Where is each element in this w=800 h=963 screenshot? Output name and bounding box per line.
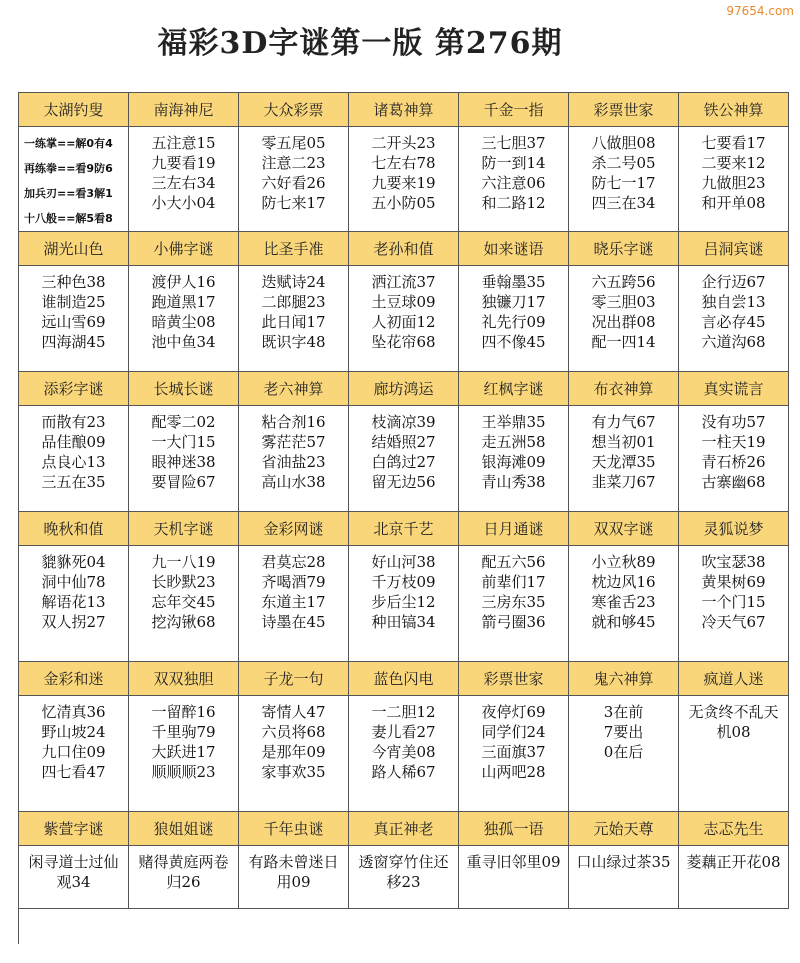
column-header: 布衣神算 xyxy=(569,372,679,406)
prediction-line: 家事欢35 xyxy=(261,763,326,781)
column-header: 疯道人迷 xyxy=(679,662,789,696)
prediction-line: 忆清真36 xyxy=(41,703,106,721)
prediction-line: 结婚照27 xyxy=(371,433,436,451)
prediction-cell xyxy=(679,406,789,512)
prediction-line: 省油盐23 xyxy=(261,453,326,471)
column-header: 元始天尊 xyxy=(569,812,679,846)
prediction-line: 忘年交45 xyxy=(151,593,216,611)
prediction-line: 三左右34 xyxy=(151,174,216,192)
column-header: 太湖钓叟 xyxy=(19,93,129,127)
prediction-line: 礼先行09 xyxy=(481,313,546,331)
prediction-line: 言必存45 xyxy=(701,313,766,331)
prediction-line: 长眇默23 xyxy=(151,573,216,591)
prediction-cell xyxy=(679,696,789,812)
column-header: 添彩字谜 xyxy=(19,372,129,406)
prediction-line: 菱藕正开花08 xyxy=(686,853,781,871)
column-header: 灵狐说梦 xyxy=(679,512,789,546)
prediction-cell xyxy=(459,127,569,232)
column-header: 千年虫谜 xyxy=(239,812,349,846)
prediction-line: 王举鼎35 xyxy=(481,413,546,431)
prediction-cell xyxy=(129,406,239,512)
prediction-line: 冷天气67 xyxy=(701,613,766,631)
prediction-line: 高山水38 xyxy=(261,473,326,491)
prediction-line: 人初面12 xyxy=(371,313,436,331)
column-header: 小佛字谜 xyxy=(129,232,239,266)
prediction-line: 用09 xyxy=(276,873,311,891)
column-header: 真正神老 xyxy=(349,812,459,846)
prediction-line: 四海湖45 xyxy=(41,333,106,351)
prediction-line: 九一八19 xyxy=(151,553,216,571)
prediction-cell xyxy=(19,546,129,662)
prediction-line: 洒江流37 xyxy=(371,273,436,291)
prediction-cell xyxy=(349,127,459,232)
prediction-line: 土豆球09 xyxy=(371,293,436,311)
prediction-cell xyxy=(19,406,129,512)
prediction-line: 远山雪69 xyxy=(41,313,106,331)
prediction-line: 走五洲58 xyxy=(481,433,546,451)
prediction-line: 三房东35 xyxy=(481,593,546,611)
column-header: 红枫字谜 xyxy=(459,372,569,406)
prediction-line: 迭赋诗24 xyxy=(261,273,326,291)
column-header: 独孤一语 xyxy=(459,812,569,846)
prediction-line: 粘合剂16 xyxy=(261,413,326,431)
prediction-line: 寄情人47 xyxy=(261,703,326,721)
riddle-board xyxy=(18,92,789,944)
prediction-line: 防一到14 xyxy=(481,154,546,172)
prediction-line: 十八般==解5看8 xyxy=(24,212,113,225)
prediction-line: 妻儿看27 xyxy=(371,723,436,741)
prediction-line: 五注意15 xyxy=(151,134,216,152)
prediction-line: 零五尾05 xyxy=(261,134,326,152)
prediction-line: 透窗穿竹住还 xyxy=(358,853,449,871)
prediction-line: 眼神迷38 xyxy=(151,453,216,471)
prediction-line: 四七看47 xyxy=(41,763,106,781)
prediction-cell xyxy=(459,696,569,812)
page-title: 福彩3D字谜第一版 第276期 xyxy=(157,26,563,61)
prediction-cell xyxy=(349,846,459,909)
prediction-line: 零三胆03 xyxy=(591,293,656,311)
prediction-line: 五小防05 xyxy=(371,194,436,212)
prediction-cell xyxy=(349,546,459,662)
prediction-line: 独自尝13 xyxy=(701,293,766,311)
column-header: 比圣手准 xyxy=(239,232,349,266)
column-header: 诸葛神算 xyxy=(349,93,459,127)
prediction-cell xyxy=(129,546,239,662)
prediction-line: 一大门15 xyxy=(151,433,216,451)
prediction-line: 貔貅死04 xyxy=(41,553,106,571)
prediction-line: 枕边风16 xyxy=(591,573,656,591)
prediction-cell xyxy=(19,266,129,372)
prediction-line: 三种色38 xyxy=(41,273,106,291)
prediction-line: 双人拐27 xyxy=(41,613,106,631)
column-header: 晓乐字谜 xyxy=(569,232,679,266)
prediction-line: 三五在35 xyxy=(41,473,106,491)
prediction-cell xyxy=(569,406,679,512)
prediction-cell xyxy=(679,546,789,662)
prediction-line: 归26 xyxy=(166,873,201,891)
column-header: 大众彩票 xyxy=(239,93,349,127)
prediction-line: 解语花13 xyxy=(41,593,106,611)
prediction-cell xyxy=(459,546,569,662)
prediction-line: 此日闻17 xyxy=(261,313,326,331)
prediction-line: 加兵刃==看3解1 xyxy=(24,187,113,200)
prediction-line: 而散有23 xyxy=(41,413,106,431)
column-header: 南海神尼 xyxy=(129,93,239,127)
prediction-line: 雾茫茫57 xyxy=(261,433,326,451)
prediction-cell xyxy=(569,546,679,662)
column-header: 日月通谜 xyxy=(459,512,569,546)
prediction-line: 留无边56 xyxy=(371,473,436,491)
prediction-cell xyxy=(349,266,459,372)
prediction-cell xyxy=(569,266,679,372)
prediction-line: 是那年09 xyxy=(261,743,326,761)
prediction-line: 六注意06 xyxy=(481,174,546,192)
prediction-line: 既识字48 xyxy=(261,333,326,351)
prediction-line: 二开头23 xyxy=(371,134,436,152)
column-header: 老六神算 xyxy=(239,372,349,406)
prediction-line: 小大小04 xyxy=(151,194,216,212)
prediction-cell xyxy=(569,696,679,812)
prediction-cell xyxy=(239,846,349,909)
column-header: 千金一指 xyxy=(459,93,569,127)
prediction-line: 点良心13 xyxy=(41,453,106,471)
prediction-line: 一个门15 xyxy=(701,593,766,611)
prediction-cell xyxy=(239,266,349,372)
prediction-line: 今宵美08 xyxy=(371,743,436,761)
prediction-line: 前辈们17 xyxy=(481,573,546,591)
prediction-line: 有力气67 xyxy=(591,413,656,431)
column-header: 金彩和迷 xyxy=(19,662,129,696)
prediction-line: 诗墨在45 xyxy=(261,613,326,631)
prediction-line: 谁制造25 xyxy=(41,293,106,311)
column-header: 吕洞宾谜 xyxy=(679,232,789,266)
prediction-line: 一二胆12 xyxy=(371,703,436,721)
prediction-line: 一留醉16 xyxy=(151,703,216,721)
prediction-line: 三面旗37 xyxy=(481,743,546,761)
prediction-line: 和开单08 xyxy=(701,194,766,212)
column-header: 天机字谜 xyxy=(129,512,239,546)
prediction-line: 三七胆37 xyxy=(481,134,546,152)
prediction-line: 箭弓圈36 xyxy=(481,613,546,631)
prediction-line: 重寻旧邻里09 xyxy=(466,853,561,871)
prediction-line: 垂翰墨35 xyxy=(481,273,546,291)
prediction-cell xyxy=(129,127,239,232)
prediction-line: 再练拳==看9防6 xyxy=(24,162,113,175)
prediction-cell xyxy=(459,266,569,372)
prediction-line: 千万枝09 xyxy=(371,573,436,591)
prediction-line: 黄果树69 xyxy=(701,573,766,591)
watermark: 97654.com xyxy=(726,4,794,18)
column-header: 真实谎言 xyxy=(679,372,789,406)
prediction-line: 配五六56 xyxy=(481,553,546,571)
prediction-line: 好山河38 xyxy=(371,553,436,571)
prediction-line: 有路未曾迷日 xyxy=(248,853,339,871)
prediction-cell xyxy=(569,127,679,232)
column-header: 子龙一句 xyxy=(239,662,349,696)
prediction-line: 防七一17 xyxy=(591,174,656,192)
prediction-cell xyxy=(679,127,789,232)
prediction-line: 八做胆08 xyxy=(591,134,656,152)
prediction-line: 银海滩09 xyxy=(481,453,546,471)
prediction-line: 机08 xyxy=(716,723,751,741)
prediction-line: 路人稀67 xyxy=(371,763,436,781)
prediction-line: 7要出 xyxy=(603,723,644,741)
prediction-line: 天龙潭35 xyxy=(591,453,656,471)
column-header: 老孙和值 xyxy=(349,232,459,266)
column-header: 双双独胆 xyxy=(129,662,239,696)
prediction-line: 和二路12 xyxy=(481,194,546,212)
prediction-line: 配一四14 xyxy=(591,333,656,351)
prediction-line: 移23 xyxy=(386,873,421,891)
prediction-line: 想当初01 xyxy=(591,433,656,451)
prediction-line: 九要来19 xyxy=(371,174,436,192)
prediction-cell xyxy=(239,696,349,812)
prediction-line: 四不像45 xyxy=(481,333,546,351)
column-header: 铁公神算 xyxy=(679,93,789,127)
prediction-line: 赌得黄庭两卷 xyxy=(138,853,229,871)
prediction-line: 君莫忘28 xyxy=(261,553,326,571)
prediction-line: 山两吧28 xyxy=(481,763,546,781)
prediction-line: 青山秀38 xyxy=(481,473,546,491)
prediction-cell xyxy=(129,266,239,372)
prediction-cell xyxy=(349,406,459,512)
prediction-line: 没有功57 xyxy=(701,413,766,431)
prediction-line: 千里驹79 xyxy=(151,723,216,741)
prediction-line: 一柱天19 xyxy=(701,433,766,451)
prediction-line: 池中鱼34 xyxy=(151,333,216,351)
prediction-line: 企行迈67 xyxy=(701,273,766,291)
prediction-line: 跑道黑17 xyxy=(151,293,216,311)
prediction-line: 韭菜刀67 xyxy=(591,473,656,491)
prediction-line: 同学们24 xyxy=(481,723,546,741)
prediction-line: 六好看26 xyxy=(261,174,326,192)
prediction-line: 况出群08 xyxy=(591,313,656,331)
column-header: 志忑先生 xyxy=(679,812,789,846)
prediction-line: 种田镐34 xyxy=(371,613,436,631)
prediction-line: 白鸽过27 xyxy=(371,453,436,471)
prediction-line: 一练掌==解0有4 xyxy=(24,137,113,150)
prediction-line: 九做胆23 xyxy=(701,174,766,192)
prediction-line: 七左右78 xyxy=(371,154,436,172)
prediction-line: 大跃进17 xyxy=(151,743,216,761)
prediction-line: 品佳酿09 xyxy=(41,433,106,451)
prediction-line: 口山绿过茶35 xyxy=(576,853,671,871)
column-header: 蓝色闪电 xyxy=(349,662,459,696)
prediction-line: 0在后 xyxy=(603,743,644,761)
column-header: 北京千艺 xyxy=(349,512,459,546)
prediction-line: 注意二23 xyxy=(261,154,326,172)
prediction-line: 夜停灯69 xyxy=(481,703,546,721)
column-header: 廊坊鸿运 xyxy=(349,372,459,406)
prediction-cell xyxy=(459,406,569,512)
prediction-line: 六员将68 xyxy=(261,723,326,741)
column-header: 彩票世家 xyxy=(459,662,569,696)
column-header: 狼姐姐谜 xyxy=(129,812,239,846)
prediction-line: 二郎腿23 xyxy=(261,293,326,311)
prediction-line: 配零二02 xyxy=(151,413,216,431)
prediction-line: 七要看17 xyxy=(701,134,766,152)
prediction-cell xyxy=(349,696,459,812)
prediction-cell xyxy=(679,266,789,372)
prediction-line: 吹宝瑟38 xyxy=(701,553,766,571)
prediction-line: 要冒险67 xyxy=(151,473,216,491)
prediction-line: 观34 xyxy=(56,873,91,891)
prediction-line: 就和够45 xyxy=(591,613,656,631)
column-header: 长城长谜 xyxy=(129,372,239,406)
prediction-line: 步后尘12 xyxy=(371,593,436,611)
prediction-line: 洞中仙78 xyxy=(41,573,106,591)
prediction-line: 挖沟锹68 xyxy=(151,613,216,631)
prediction-cell xyxy=(19,127,129,232)
column-header: 晚秋和值 xyxy=(19,512,129,546)
column-header: 金彩网谜 xyxy=(239,512,349,546)
prediction-line: 无贪终不乱天 xyxy=(688,703,779,721)
prediction-line: 古寨幽68 xyxy=(701,473,766,491)
prediction-line: 闲寻道士过仙 xyxy=(28,853,119,871)
prediction-line: 小立秋89 xyxy=(591,553,656,571)
prediction-line: 寒雀舌23 xyxy=(591,593,656,611)
prediction-cell xyxy=(679,846,789,909)
prediction-line: 四三在34 xyxy=(591,194,656,212)
prediction-cell xyxy=(569,846,679,909)
prediction-line: 齐喝酒79 xyxy=(261,573,326,591)
prediction-line: 野山坡24 xyxy=(41,723,106,741)
column-header: 如来谜语 xyxy=(459,232,569,266)
prediction-line: 坠花帘68 xyxy=(371,333,436,351)
column-header: 鬼六神算 xyxy=(569,662,679,696)
prediction-cell xyxy=(239,546,349,662)
prediction-line: 九口住09 xyxy=(41,743,106,761)
prediction-line: 六道沟68 xyxy=(701,333,766,351)
prediction-cell xyxy=(239,406,349,512)
prediction-line: 暗黄尘08 xyxy=(151,313,216,331)
column-header: 湖光山色 xyxy=(19,232,129,266)
column-header: 紫萱字谜 xyxy=(19,812,129,846)
prediction-line: 顺顺顺23 xyxy=(151,763,216,781)
prediction-line: 六五跨56 xyxy=(591,273,656,291)
prediction-line: 青石桥26 xyxy=(701,453,766,471)
prediction-line: 东道主17 xyxy=(261,593,326,611)
prediction-line: 杀二号05 xyxy=(591,154,656,172)
prediction-line: 九要看19 xyxy=(151,154,216,172)
prediction-cell xyxy=(129,846,239,909)
prediction-cell xyxy=(19,696,129,812)
prediction-cell xyxy=(239,127,349,232)
prediction-line: 枝滴凉39 xyxy=(371,413,436,431)
prediction-cell xyxy=(459,846,569,909)
column-header: 彩票世家 xyxy=(569,93,679,127)
prediction-line: 防七来17 xyxy=(261,194,326,212)
prediction-line: 独镰刀17 xyxy=(481,293,546,311)
prediction-line: 二要来12 xyxy=(701,154,766,172)
prediction-cell xyxy=(19,846,129,909)
prediction-line: 3在前 xyxy=(603,703,644,721)
column-header: 双双字谜 xyxy=(569,512,679,546)
prediction-cell xyxy=(129,696,239,812)
prediction-line: 渡伊人16 xyxy=(151,273,216,291)
